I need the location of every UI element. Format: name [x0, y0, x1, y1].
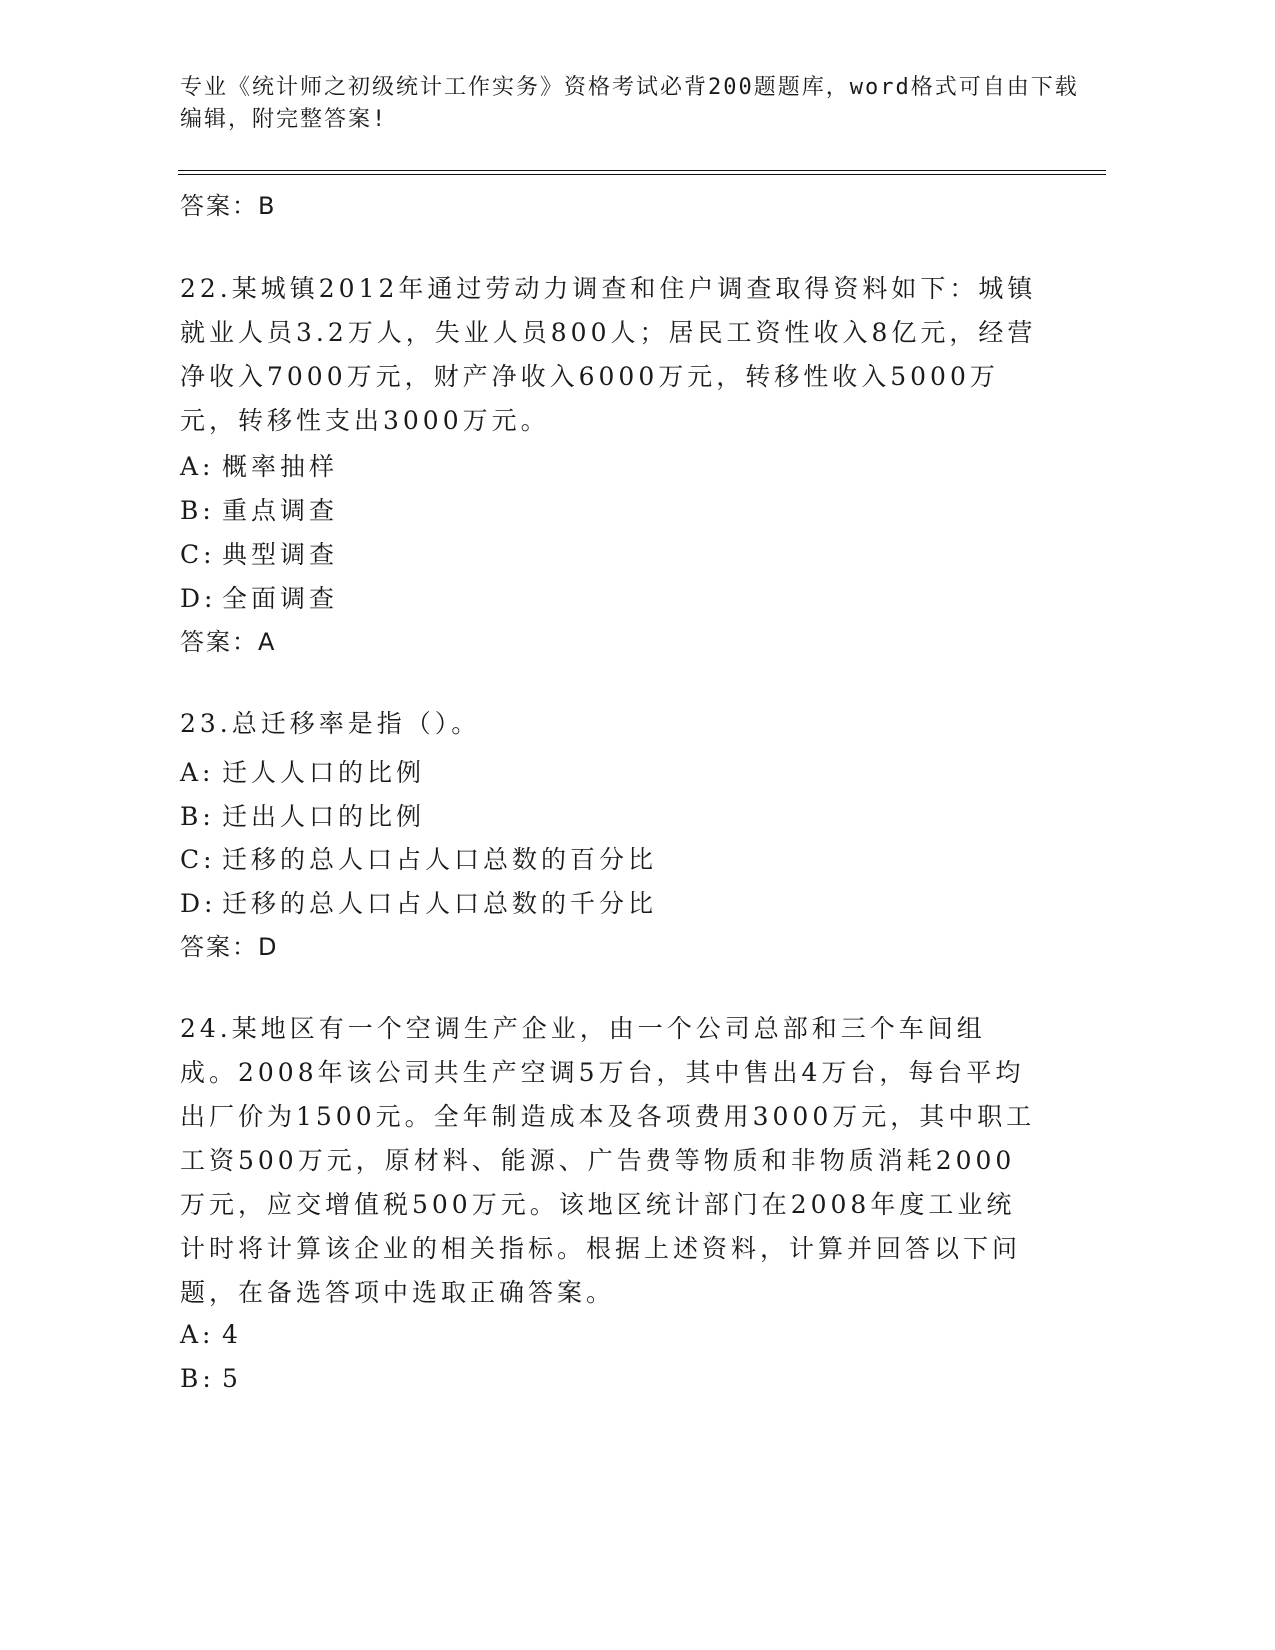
answer-q22: 答案：A — [180, 628, 277, 656]
header-divider — [178, 170, 1106, 171]
question-24-stem: 24.某地区有一个空调生产企业，由一个公司总部和三个车间组成。2008年该公司共生产空调5万台，其中售出4万台，每台平均出厂价为1500元。全年制造成本及各项费用3000万元，其中职工工资500万元，原材料、能源、广告费等物质和非物质消耗2000万元，应交增值税500万元。该地区统计部门在2008年度工业统计时将计算该企业的相关指标。根据上述资料，计算并回答以下问题，在备选答项中选取正确答案。 — [180, 1014, 1036, 1307]
option-key: D: — [180, 889, 217, 918]
option-key: D: — [180, 584, 217, 613]
question-23-option-b — [180, 797, 425, 833]
question-23-option-c — [180, 840, 657, 876]
option-text: 5 — [222, 1364, 242, 1393]
option-text: 迁人人口的比例 — [222, 758, 426, 787]
question-22-option-c — [180, 535, 338, 571]
option-key: A: — [180, 452, 215, 481]
option-key: A: — [180, 1320, 215, 1349]
option-key: C: — [180, 845, 216, 874]
header-divider-double — [178, 174, 1106, 175]
question-23-option-a — [180, 753, 425, 789]
question-22-stem: 22.某城镇2012年通过劳动力调查和住户调查取得资料如下：城镇就业人员3.2万人，失业人员800人；居民工资性收入8亿元，经营净收入7000万元，财产净收入6000万元，转移性收入5000万元，转移性支出3000万元。 — [180, 274, 1037, 435]
option-text: 概率抽样 — [222, 452, 339, 481]
answer-q23: 答案：D — [180, 933, 279, 961]
question-24-option-a — [180, 1320, 242, 1349]
page-header: 专业《统计师之初级统计工作实务》资格考试必背200题题库，word格式可自由下载编辑，附完整答案! — [180, 75, 1079, 132]
option-key: C: — [180, 540, 216, 569]
question-24-option-b — [180, 1364, 242, 1393]
option-text: 4 — [222, 1320, 242, 1349]
option-text: 典型调查 — [222, 540, 339, 569]
option-text: 迁移的总人口占人口总数的千分比 — [222, 889, 658, 918]
option-text: 迁出人口的比例 — [222, 802, 426, 831]
option-key: A: — [180, 758, 215, 787]
option-text: 重点调查 — [222, 496, 339, 525]
option-text: 迁移的总人口占人口总数的百分比 — [222, 845, 658, 874]
question-22-option-b — [180, 491, 338, 527]
question-22-option-d — [180, 579, 338, 615]
option-key: B: — [180, 1364, 215, 1393]
question-23-option-d — [180, 884, 657, 920]
question-22-option-a — [180, 447, 338, 483]
option-text: 全面调查 — [222, 584, 339, 613]
option-key: B: — [180, 802, 215, 831]
option-key: B: — [180, 496, 215, 525]
answer-q21: 答案：B — [180, 192, 277, 220]
question-23-stem: 23.总迁移率是指（）。 — [180, 709, 481, 738]
